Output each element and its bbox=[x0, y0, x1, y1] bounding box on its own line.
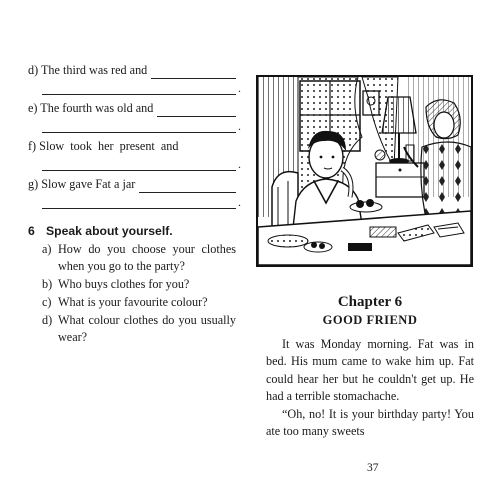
chapter-title: GOOD FRIEND bbox=[322, 313, 418, 327]
question-letter: d) bbox=[42, 313, 53, 327]
item-text: Slow took her present and bbox=[39, 139, 179, 153]
item-text: Slow gave Fat a jar bbox=[41, 177, 136, 191]
fill-item-g bbox=[28, 176, 236, 209]
question-c bbox=[42, 294, 236, 311]
page-number: 37 bbox=[367, 462, 379, 474]
question-a bbox=[42, 241, 236, 275]
story-paragraph: “Oh, no! It is your birthday party! You ate too many sweets bbox=[266, 406, 474, 438]
boy-at-table-drawing bbox=[258, 77, 471, 265]
answer-blank[interactable] bbox=[139, 180, 236, 193]
chapter-illustration bbox=[256, 75, 473, 267]
question-b bbox=[42, 276, 236, 293]
answer-line[interactable] bbox=[42, 79, 236, 95]
item-letter: d) bbox=[28, 63, 39, 77]
exercise-title: Speak about yourself. bbox=[46, 224, 173, 238]
fill-item-e bbox=[28, 100, 236, 133]
question-letter: b) bbox=[42, 277, 53, 291]
answer-line[interactable] bbox=[42, 193, 236, 209]
story-paragraph: It was Monday morning. Fat was in bed. His mum came to wake him up. Fat could hear her but he couldn't get up. He had a terrible stomachache. bbox=[266, 336, 474, 403]
left-column bbox=[28, 62, 236, 346]
question-text: What is your favourite colour? bbox=[58, 295, 208, 309]
question-text: How do you choose your clothes when you go to the party? bbox=[58, 242, 236, 273]
question-letter: c) bbox=[42, 295, 52, 309]
answer-blank[interactable] bbox=[157, 104, 236, 117]
fill-item-d bbox=[28, 62, 236, 95]
question-text: What colour clothes do you usually wear? bbox=[58, 313, 236, 344]
fill-item-f bbox=[28, 138, 236, 171]
item-letter: g) bbox=[28, 177, 39, 191]
exercise-number: 6 bbox=[28, 224, 35, 238]
answer-line[interactable] bbox=[42, 155, 236, 171]
story-column bbox=[266, 293, 474, 441]
item-text: The fourth was old and bbox=[40, 101, 154, 115]
item-text: The third was red and bbox=[40, 63, 148, 77]
answer-line[interactable] bbox=[42, 117, 236, 133]
item-letter: e) bbox=[28, 101, 38, 115]
question-text: Who buys clothes for you? bbox=[58, 277, 190, 291]
question-d bbox=[42, 312, 236, 346]
question-letter: a) bbox=[42, 242, 52, 256]
item-letter: f) bbox=[28, 139, 37, 153]
answer-blank[interactable] bbox=[151, 66, 236, 79]
chapter-heading: Chapter 6 bbox=[337, 294, 403, 310]
exercise-6-heading bbox=[28, 223, 236, 240]
